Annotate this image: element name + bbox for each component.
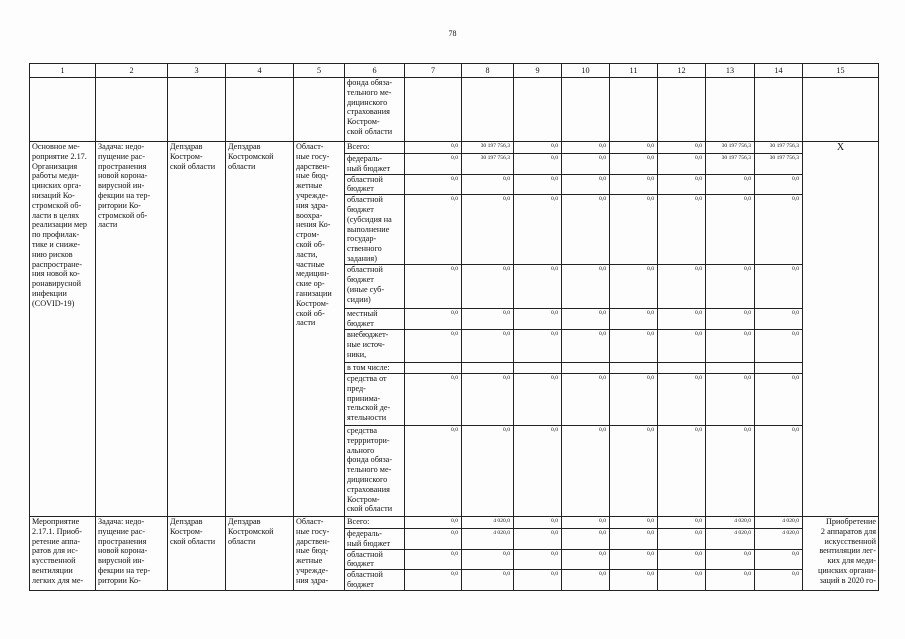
funding-source-cell: внебюджет- ные источ- ники, [345, 330, 405, 363]
amount-cell [405, 363, 462, 374]
amount-cell: 0,0 [755, 330, 803, 363]
amount-cell: 0,0 [462, 174, 514, 195]
amount-cell: 4 020,0 [462, 516, 514, 528]
task-cell: Задача: недо- пущение рас- пространения новой корона- вирусной ин- фекции на тер- ритории Ко- [96, 516, 168, 590]
amount-cell: 0,0 [610, 154, 658, 175]
table-cell [168, 78, 226, 142]
amount-cell: 0,0 [514, 195, 562, 265]
amount-cell: 0,0 [658, 154, 706, 175]
amount-cell: 0,0 [610, 142, 658, 154]
amount-cell: 0,0 [562, 570, 610, 591]
amount-cell: 0,0 [514, 309, 562, 330]
funding-source-cell: областной бюджет [345, 570, 405, 591]
column-header: 15 [803, 64, 879, 78]
funding-source-cell: Всего: [345, 142, 405, 154]
table-cell [294, 78, 345, 142]
responsible-executor-cell: Депздрав Костром- ской области [168, 142, 226, 517]
amount-cell: 0,0 [658, 195, 706, 265]
column-header: 8 [462, 64, 514, 78]
amount-cell: 0,0 [405, 195, 462, 265]
funding-source-cell: областной бюджет (субсидия на выполнение государ- ственного задания) [345, 195, 405, 265]
funding-source-cell: в том числе: [345, 363, 405, 374]
funding-source-cell: средства террритори- ального фонда обяза- тельного ме- дицинского страхования Костром- ской области [345, 425, 405, 516]
amount-cell [755, 363, 803, 374]
amount-cell: 0,0 [658, 265, 706, 309]
column-header: 11 [610, 64, 658, 78]
amount-cell: 0,0 [658, 516, 706, 528]
funding-source-cell: областной бюджет [345, 549, 405, 570]
budget-table [29, 63, 879, 591]
amount-cell: 0,0 [562, 425, 610, 516]
amount-cell: 0,0 [658, 373, 706, 425]
table-cell [462, 78, 514, 142]
amount-cell: 0,0 [562, 174, 610, 195]
amount-cell: 0,0 [610, 425, 658, 516]
amount-cell: 0,0 [514, 570, 562, 591]
amount-cell: 30 197 756,3 [706, 154, 755, 175]
amount-cell: 0,0 [755, 309, 803, 330]
amount-cell: 0,0 [562, 309, 610, 330]
table-row [30, 142, 879, 154]
amount-cell: 0,0 [610, 570, 658, 591]
amount-cell: 0,0 [610, 195, 658, 265]
amount-cell: 0,0 [405, 570, 462, 591]
continuation-row [30, 78, 879, 142]
amount-cell: 0,0 [706, 570, 755, 591]
amount-cell: 4 020,0 [706, 528, 755, 549]
table-cell [755, 78, 803, 142]
amount-cell: 0,0 [610, 330, 658, 363]
column-header: 2 [96, 64, 168, 78]
amount-cell: 0,0 [514, 373, 562, 425]
table-cell [803, 78, 879, 142]
responsible-executor-cell: Депздрав Костром- ской области [168, 516, 226, 590]
column-header: 4 [226, 64, 294, 78]
amount-cell: 0,0 [514, 425, 562, 516]
amount-cell [514, 363, 562, 374]
amount-cell: 0,0 [755, 425, 803, 516]
column-header: 6 [345, 64, 405, 78]
amount-cell: 0,0 [610, 265, 658, 309]
participants-cell: Област- ные госу- дарствен- ные бюд- жетные учрежде- ния здра- воохра- нения Ко- стром- ской об- ласти, частные медицин- ские ор- ганизации Костром- ской об- ласти [294, 142, 345, 517]
amount-cell: 4 020,0 [706, 516, 755, 528]
amount-cell: 0,0 [514, 154, 562, 175]
amount-cell: 0,0 [755, 570, 803, 591]
page-number: 78 [448, 29, 457, 38]
amount-cell: 0,0 [562, 373, 610, 425]
amount-cell: 0,0 [610, 516, 658, 528]
amount-cell: 0,0 [405, 528, 462, 549]
table-cell [226, 78, 294, 142]
amount-cell [610, 363, 658, 374]
column-header: 14 [755, 64, 803, 78]
table-cell [658, 78, 706, 142]
table-cell [610, 78, 658, 142]
amount-cell: 0,0 [405, 425, 462, 516]
funding-source-cell: местный бюджет [345, 309, 405, 330]
table-cell [96, 78, 168, 142]
amount-cell [706, 363, 755, 374]
amount-cell: 0,0 [462, 549, 514, 570]
participants-cell: Област- ные госу- дарствен- ные бюд- жетные учрежде- ния здра- [294, 516, 345, 590]
amount-cell: 0,0 [610, 528, 658, 549]
amount-cell: 0,0 [658, 174, 706, 195]
column-header-row [30, 64, 879, 78]
amount-cell: 0,0 [658, 142, 706, 154]
amount-cell: 0,0 [562, 330, 610, 363]
amount-cell: 0,0 [755, 174, 803, 195]
amount-cell: 0,0 [405, 373, 462, 425]
coexecutor-cell: Депздрав Костромской области [226, 142, 294, 517]
amount-cell: 4 020,0 [755, 528, 803, 549]
amount-cell [462, 363, 514, 374]
amount-cell: 0,0 [755, 195, 803, 265]
amount-cell: 0,0 [658, 549, 706, 570]
amount-cell: 0,0 [562, 549, 610, 570]
amount-cell: 4 020,0 [755, 516, 803, 528]
amount-cell: 0,0 [462, 265, 514, 309]
funding-source-cell: областной бюджет (иные суб- сидии) [345, 265, 405, 309]
amount-cell: 0,0 [562, 516, 610, 528]
amount-cell: 0,0 [706, 309, 755, 330]
amount-cell: 0,0 [706, 174, 755, 195]
table-cell [562, 78, 610, 142]
column-header: 9 [514, 64, 562, 78]
amount-cell: 4 020,0 [462, 528, 514, 549]
amount-cell: 0,0 [405, 154, 462, 175]
funding-source-cell: областной бюджет [345, 174, 405, 195]
amount-cell: 0,0 [562, 154, 610, 175]
amount-cell: 0,0 [562, 528, 610, 549]
table-cell: фонда обяза- тельного ме- дицинского страхования Костром- ской области [345, 78, 405, 142]
amount-cell: 0,0 [514, 174, 562, 195]
table-cell [405, 78, 462, 142]
activity-cell: Основное ме- роприятие 2.17. Организация работы меди- цинских орга- низаций Ко- стромской об- ласти в целях реализации мер по профилак- тике и сниже- нию рисков распростране- ния новой ко- ронавирусной инфекции (COVID-19) [30, 142, 96, 517]
column-header: 5 [294, 64, 345, 78]
amount-cell: 0,0 [462, 570, 514, 591]
amount-cell: 0,0 [610, 309, 658, 330]
table-cell [514, 78, 562, 142]
amount-cell: 0,0 [514, 265, 562, 309]
amount-cell: 0,0 [405, 549, 462, 570]
result-cell: Приобретение 2 аппаратов для искусственной вентиляции лег- ких для меди- цинских органи- заций в 2020 го- [803, 516, 879, 590]
amount-cell: 0,0 [610, 549, 658, 570]
coexecutor-cell: Депздрав Костромской области [226, 516, 294, 590]
amount-cell: 0,0 [658, 528, 706, 549]
amount-cell: 0,0 [405, 309, 462, 330]
amount-cell: 0,0 [658, 570, 706, 591]
amount-cell: 0,0 [562, 195, 610, 265]
amount-cell: 0,0 [462, 425, 514, 516]
amount-cell: 0,0 [514, 528, 562, 549]
amount-cell: 0,0 [658, 330, 706, 363]
task-cell: Задача: недо- пущение рас- пространения новой корона- вирусной ин- фекции на тер- ритории Ко- стромской об- ласти [96, 142, 168, 517]
activity-cell: Мероприятие 2.17.1. Приоб- ретение аппа- ратов для ис- кусственной вентиляции легких для ме- [30, 516, 96, 590]
funding-source-cell: федераль- ный бюджет [345, 154, 405, 175]
amount-cell: 30 197 756,3 [706, 142, 755, 154]
table-cell [706, 78, 755, 142]
amount-cell: 30 197 756,3 [755, 142, 803, 154]
amount-cell: 0,0 [658, 425, 706, 516]
amount-cell: 0,0 [462, 195, 514, 265]
amount-cell: 0,0 [755, 549, 803, 570]
amount-cell: 0,0 [405, 516, 462, 528]
amount-cell: 0,0 [514, 516, 562, 528]
amount-cell: 0,0 [610, 373, 658, 425]
amount-cell: 0,0 [405, 330, 462, 363]
amount-cell: 0,0 [755, 265, 803, 309]
amount-cell: 0,0 [462, 373, 514, 425]
funding-source-cell: средства от пред- принима- тельской де- ятельности [345, 373, 405, 425]
amount-cell: 0,0 [706, 195, 755, 265]
column-header: 7 [405, 64, 462, 78]
amount-cell: 0,0 [405, 174, 462, 195]
amount-cell: 0,0 [462, 309, 514, 330]
amount-cell: 30 197 756,3 [462, 154, 514, 175]
amount-cell: 30 197 756,3 [462, 142, 514, 154]
amount-cell: 0,0 [462, 330, 514, 363]
amount-cell: 0,0 [562, 265, 610, 309]
amount-cell: 0,0 [514, 549, 562, 570]
amount-cell: 0,0 [755, 373, 803, 425]
column-header: 3 [168, 64, 226, 78]
amount-cell: 30 197 756,3 [755, 154, 803, 175]
funding-source-cell: федераль- ный бюджет [345, 528, 405, 549]
amount-cell: 0,0 [405, 142, 462, 154]
amount-cell: 0,0 [514, 330, 562, 363]
amount-cell: 0,0 [706, 549, 755, 570]
amount-cell: 0,0 [514, 142, 562, 154]
amount-cell [658, 363, 706, 374]
funding-source-cell: Всего: [345, 516, 405, 528]
amount-cell: 0,0 [706, 425, 755, 516]
table-row [30, 516, 879, 528]
amount-cell: 0,0 [405, 265, 462, 309]
column-header: 1 [30, 64, 96, 78]
column-header: 13 [706, 64, 755, 78]
result-cell: Х [803, 142, 879, 517]
table-cell [30, 78, 96, 142]
amount-cell: 0,0 [562, 142, 610, 154]
amount-cell: 0,0 [706, 265, 755, 309]
amount-cell: 0,0 [658, 309, 706, 330]
amount-cell: 0,0 [706, 373, 755, 425]
amount-cell [562, 363, 610, 374]
amount-cell: 0,0 [706, 330, 755, 363]
column-header: 12 [658, 64, 706, 78]
amount-cell: 0,0 [610, 174, 658, 195]
column-header: 10 [562, 64, 610, 78]
